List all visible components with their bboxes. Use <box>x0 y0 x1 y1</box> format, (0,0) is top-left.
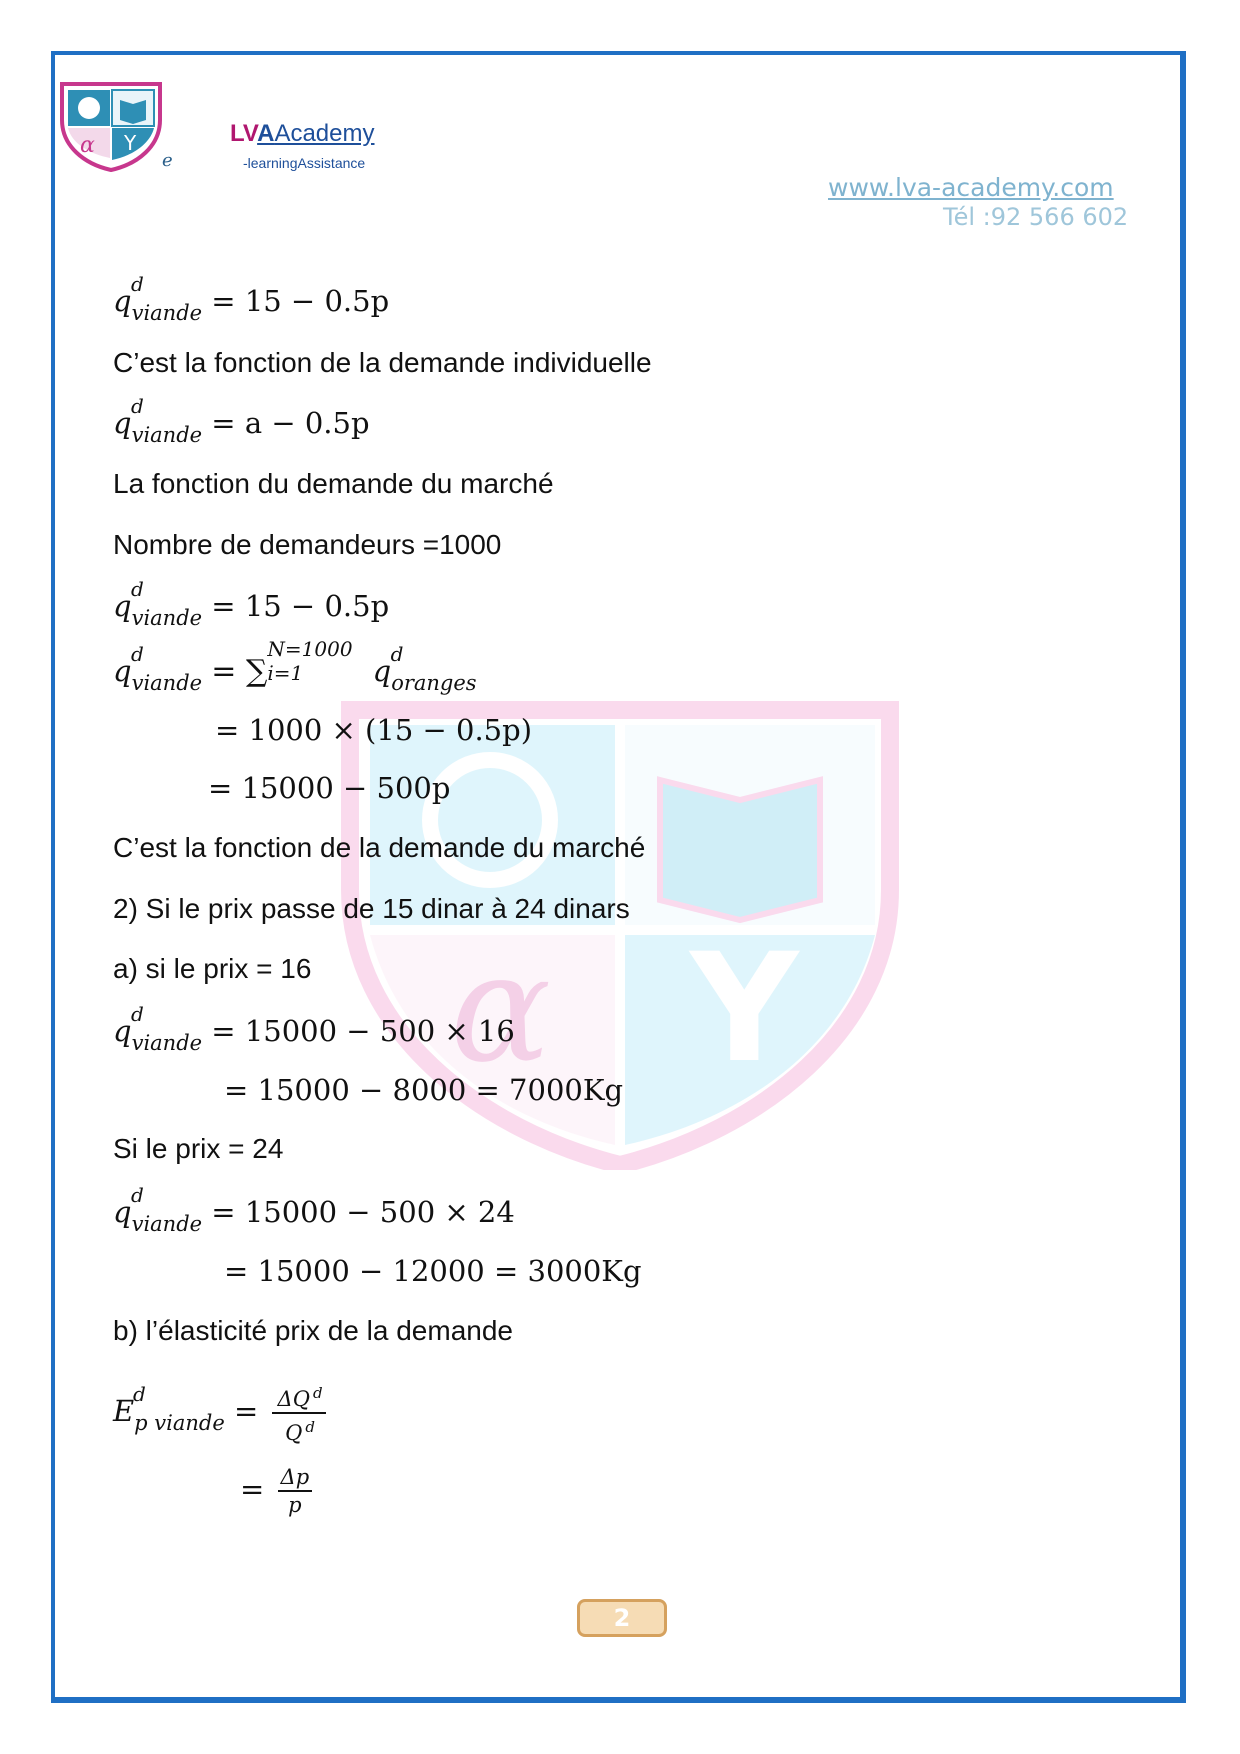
q-superscript: d <box>131 272 144 296</box>
svg-text:α: α <box>450 922 552 1096</box>
equation-elasticity <box>113 1380 330 1446</box>
q-symbol: q <box>113 654 132 688</box>
q-subscript: viande <box>131 671 203 695</box>
equation-rhs: = a − 0.5p <box>211 406 370 440</box>
denominator-sup: d <box>305 1418 315 1436</box>
logo-e-letter: e <box>162 150 173 171</box>
q-symbol: q <box>113 1014 132 1048</box>
q-symbol: q <box>113 589 132 623</box>
academy-logo <box>58 80 164 172</box>
q-superscript: d <box>131 1183 144 1207</box>
q-symbol: q <box>113 1195 132 1229</box>
equation-price-16-result: = 15000 − 8000 = 7000Kg <box>224 1073 624 1107</box>
fraction-numerator: Δp <box>278 1464 313 1492</box>
equation-price-24 <box>113 1183 515 1236</box>
phone-number: Tél :92 566 602 <box>943 203 1129 231</box>
q-subscript: viande <box>131 301 203 325</box>
text-price-24: Si le prix = 24 <box>113 1133 284 1164</box>
sum-upper-limit: N=1000 <box>267 637 353 661</box>
equals-sign: = <box>234 1394 259 1428</box>
page-number: 2 <box>577 1599 667 1637</box>
q-superscript: d <box>131 1002 144 1026</box>
equation-rhs: = 15000 − 500 × 16 <box>211 1014 515 1048</box>
equation-market-sum <box>113 637 477 695</box>
fraction-dp-p <box>278 1464 313 1518</box>
text-number-demanders: Nombre de demandeurs =1000 <box>113 529 502 560</box>
sum-symbol: = ∑ <box>211 654 268 689</box>
text-market-demand: C’est la fonction de la demande du marché <box>113 832 646 863</box>
E-superscript: d <box>133 1382 146 1406</box>
equation-market-result: = 15000 − 500p <box>208 771 451 805</box>
q-superscript: d <box>131 577 144 601</box>
svg-text:Y: Y <box>690 922 799 1096</box>
equation-general-demand <box>113 394 370 447</box>
q-subscript: viande <box>131 1212 203 1236</box>
brand-academy: Academy <box>274 120 375 147</box>
numerator-sup: d <box>312 1384 323 1402</box>
text-individual-demand: C’est la fonction de la demande individuelle <box>113 347 652 378</box>
svg-text:Y: Y <box>124 131 137 155</box>
equation-price-16 <box>113 1002 515 1055</box>
brand-lv: LV <box>230 120 258 147</box>
q-symbol: q <box>113 284 132 318</box>
denominator-text: Q <box>285 1421 303 1445</box>
text-elasticity: b) l’élasticité prix de la demande <box>113 1315 513 1346</box>
sum-limits <box>267 637 363 685</box>
q-symbol: q <box>113 406 132 440</box>
svg-text:α: α <box>80 133 95 158</box>
fraction-dQ-Q <box>272 1380 326 1446</box>
text-price-change: 2) Si le prix passe de 15 dinar à 24 dinars <box>113 893 630 924</box>
equals-sign: = <box>240 1472 265 1506</box>
equation-rhs: = 15000 − 500 × 24 <box>211 1195 515 1229</box>
equation-rhs: = 15 − 0.5p <box>211 284 390 318</box>
brand-a: A <box>257 120 275 147</box>
sum-q-subscript: oranges <box>391 671 477 695</box>
equation-individual-demand-2 <box>113 577 390 630</box>
E-symbol: E <box>113 1394 135 1428</box>
q-subscript: viande <box>131 423 203 447</box>
text-price-16: a) si le prix = 16 <box>113 953 312 984</box>
sum-q-symbol: q <box>372 654 392 688</box>
q-subscript: viande <box>131 1031 203 1055</box>
fraction-denominator: p <box>288 1493 302 1517</box>
website-link[interactable]: www.lva-academy.com <box>828 173 1114 202</box>
equation-rhs: = 15 − 0.5p <box>211 589 390 623</box>
q-superscript: d <box>131 642 144 666</box>
text-market-function: La fonction du demande du marché <box>113 468 554 499</box>
E-subscript: p viande <box>134 1411 225 1435</box>
sum-q-superscript: d <box>390 642 404 666</box>
equation-individual-demand <box>113 272 390 325</box>
brand-tagline: -learningAssistance <box>243 155 366 171</box>
numerator-text: ΔQ <box>277 1387 310 1411</box>
q-superscript: d <box>131 394 144 418</box>
equation-market-step1: = 1000 × (15 − 0.5p) <box>215 713 533 747</box>
brand-name <box>230 120 375 148</box>
sum-lower-limit: i=1 <box>267 661 304 685</box>
q-subscript: viande <box>131 606 203 630</box>
equation-elasticity-step2 <box>240 1464 316 1518</box>
fraction-denominator <box>272 1414 326 1446</box>
fraction-numerator <box>272 1380 326 1414</box>
equation-price-24-result: = 15000 − 12000 = 3000Kg <box>224 1254 642 1288</box>
